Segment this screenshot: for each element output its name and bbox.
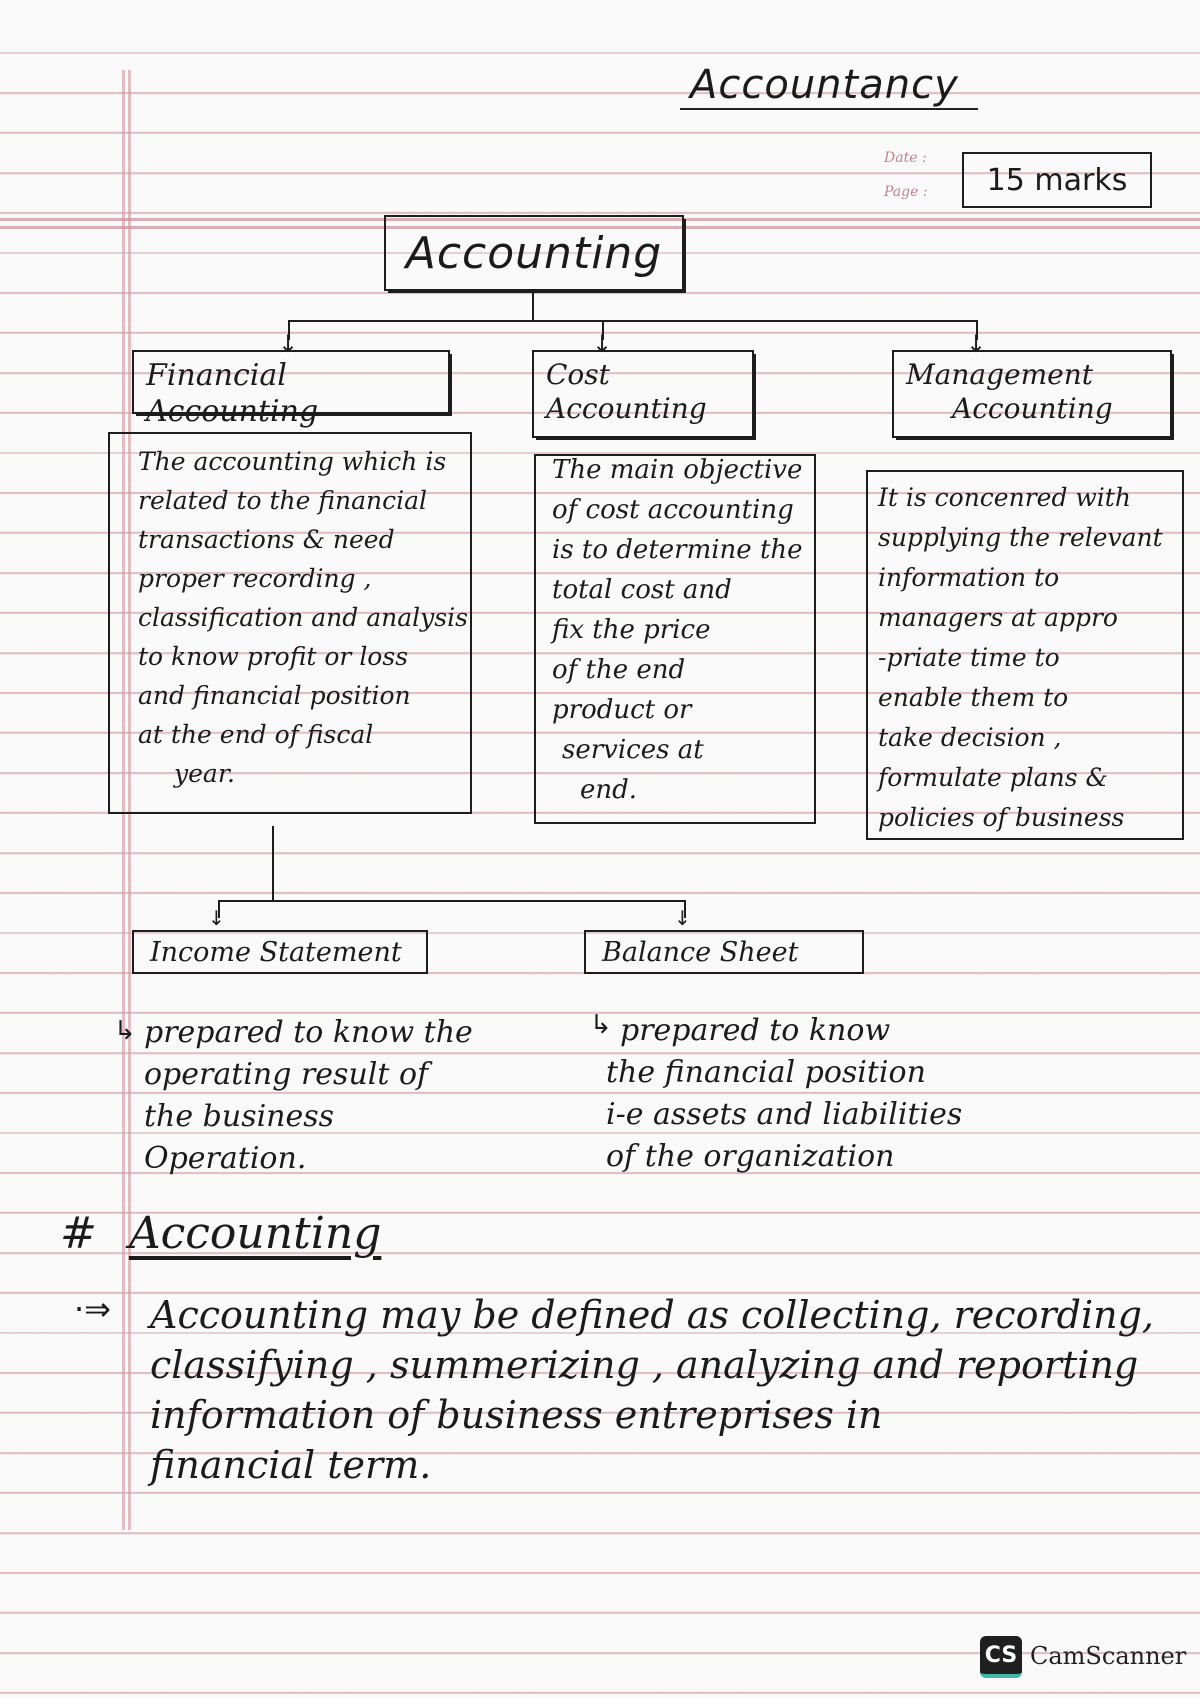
description-line: and financial position — [138, 681, 411, 710]
camscanner-logo-icon: CS — [980, 1636, 1022, 1678]
description-line: -priate time to — [878, 643, 1060, 672]
branch-label-line: Cost — [546, 358, 610, 391]
description-line: end. — [580, 775, 638, 805]
section-heading — [60, 1208, 381, 1259]
marks-box: 15 marks — [962, 152, 1152, 208]
description-line: product or — [552, 695, 692, 725]
description-line: prepared to know — [620, 1013, 891, 1048]
description-line: related to the financial — [138, 486, 428, 515]
management-description — [878, 478, 1163, 838]
financial-stem — [272, 826, 274, 902]
description-line: proper recording , — [138, 564, 372, 593]
description-line: managers at appro — [878, 603, 1118, 632]
description-line: i-e assets and liabilities — [606, 1097, 963, 1132]
financial-description — [138, 442, 468, 793]
branch-label-line: Financial Accounting — [146, 358, 319, 429]
description-line: of the end — [552, 655, 686, 685]
arrow-right-icon: ·⇒ — [74, 1290, 111, 1328]
cost-description — [552, 450, 803, 810]
definition-line: financial term. — [150, 1443, 432, 1487]
description-line: the financial position — [606, 1055, 926, 1090]
description-line: prepared to know the — [144, 1015, 473, 1050]
description-line: the business — [144, 1099, 335, 1134]
camscanner-watermark: CamScanner — [1030, 1642, 1187, 1670]
description-line: formulate plans & — [878, 763, 1108, 792]
hash-icon: # — [60, 1208, 97, 1259]
root-stem — [532, 292, 534, 322]
section-heading-text: Accounting — [128, 1208, 382, 1259]
branch-cost-accounting — [532, 350, 754, 438]
description-line: of the organization — [606, 1139, 895, 1174]
income-statement-description — [144, 1012, 473, 1180]
branch-label-line: Management — [906, 358, 1093, 391]
balance-sheet-description — [606, 1010, 963, 1178]
branch-label-line: Accounting — [546, 392, 707, 425]
description-line: to know profit or loss — [138, 642, 409, 671]
description-line: fix the price — [552, 615, 711, 645]
income-statement-box: Income Statement — [132, 930, 428, 974]
title-underline — [680, 108, 978, 110]
description-line: of cost accounting — [552, 495, 794, 525]
description-line: The accounting which is — [138, 447, 447, 476]
description-line: Operation. — [144, 1141, 307, 1176]
description-line: enable them to — [878, 683, 1069, 712]
description-line: services at — [562, 735, 704, 765]
return-arrow-icon: ↳ — [114, 1016, 136, 1046]
description-line: It is concenred with — [878, 483, 1131, 512]
description-line: operating result of — [144, 1057, 429, 1092]
description-line: policies of business — [878, 803, 1125, 832]
branch-management-accounting — [892, 350, 1172, 438]
root-node-accounting: Accounting — [384, 215, 684, 291]
arrow-down-icon: ↓ — [278, 330, 299, 358]
description-line: at the end of fiscal — [138, 720, 374, 749]
description-line: The main objective — [552, 455, 803, 485]
arrow-down-icon: ↓ — [208, 906, 225, 930]
page-title: Accountancy — [690, 62, 959, 108]
accounting-definition — [150, 1290, 1154, 1490]
page-label: Page : — [884, 184, 928, 200]
date-label: Date : — [884, 150, 927, 166]
description-line: information to — [878, 563, 1060, 592]
arrow-down-icon: ↓ — [674, 906, 691, 930]
description-line: classification and analysis — [138, 603, 468, 632]
description-line: transactions & need — [138, 525, 395, 554]
branch-connector — [288, 320, 978, 322]
description-line: take decision , — [878, 723, 1062, 752]
arrow-down-icon: ↓ — [966, 330, 987, 358]
description-line: is to determine the — [552, 535, 803, 565]
description-line: total cost and — [552, 575, 732, 605]
definition-line: information of business entreprises in — [150, 1393, 883, 1437]
balance-sheet-box: Balance Sheet — [584, 930, 864, 974]
outputs-connector — [218, 900, 686, 902]
description-line: year. — [174, 759, 235, 788]
branch-financial-accounting — [132, 350, 450, 429]
description-line: supplying the relevant — [878, 523, 1163, 552]
definition-line: classifying , summerizing , analyzing and reporting — [150, 1343, 1139, 1387]
arrow-down-icon: ↓ — [592, 330, 613, 358]
return-arrow-icon: ↳ — [590, 1010, 612, 1040]
branch-label-line: Accounting — [952, 392, 1113, 425]
definition-line: Accounting may be defined as collecting, recording, — [150, 1293, 1154, 1337]
